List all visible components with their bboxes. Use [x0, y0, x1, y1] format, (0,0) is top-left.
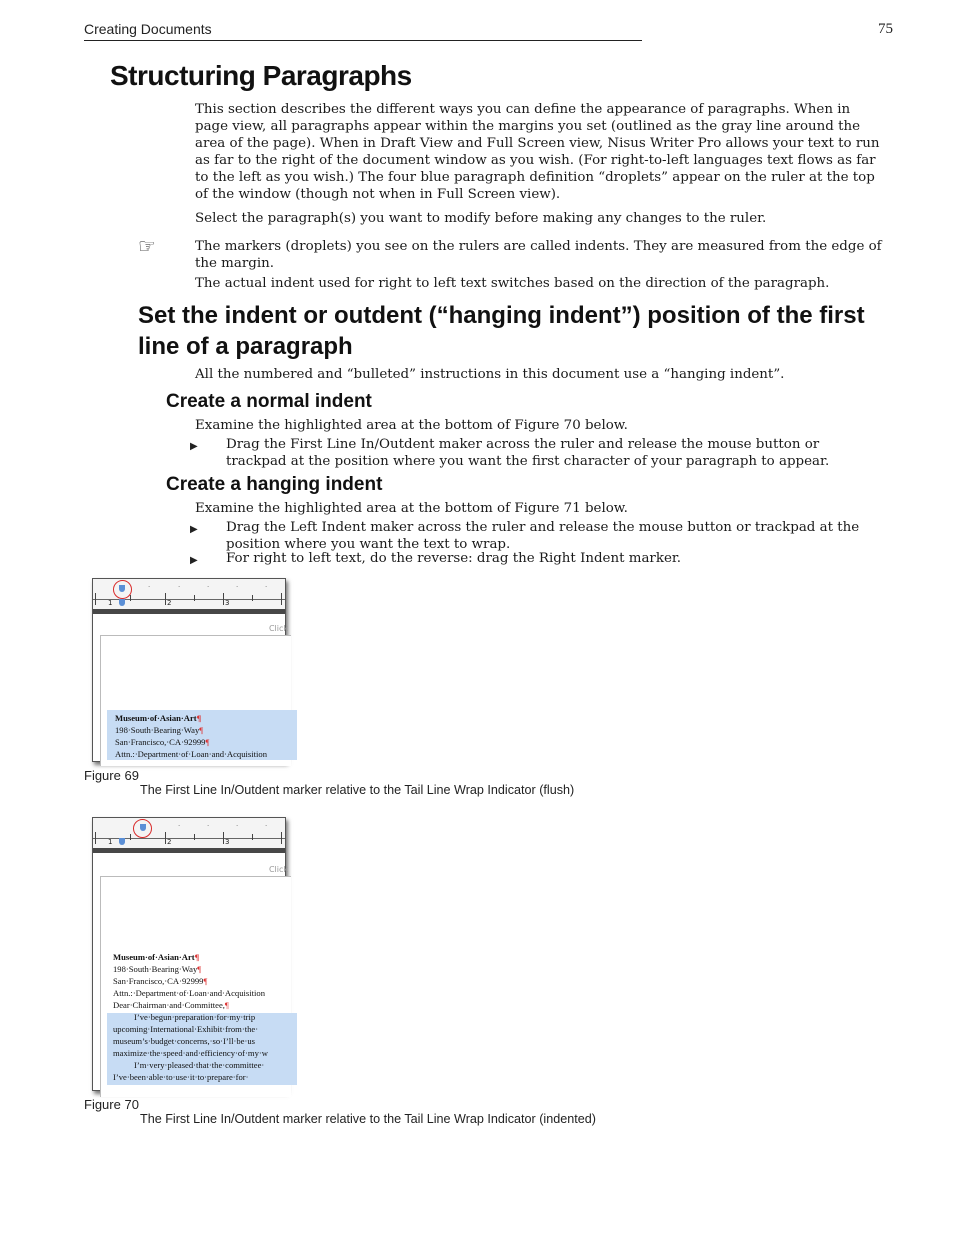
- left-indent-marker[interactable]: [119, 838, 125, 845]
- doc-line-text: 198·South·Bearing·Way: [113, 964, 198, 974]
- ruler-tab-dot: ·: [178, 822, 181, 830]
- ruler-tab-dot: ·: [265, 583, 268, 591]
- figure-number: Figure 70: [84, 1097, 139, 1112]
- pilcrow-icon: ¶: [196, 713, 202, 723]
- subsection-heading-normal-indent: Create a normal indent: [166, 391, 372, 412]
- doc-line: [113, 987, 293, 999]
- highlight-circle: [113, 580, 132, 599]
- note-text: The markers (droplets) you see on the rulers are called indents. They are measured from the edge of the margin.: [195, 239, 882, 271]
- pilcrow-icon: ¶: [199, 725, 204, 735]
- section-heading: Set the indent or outdent (“hanging indent”) position of the first line of a paragraph: [138, 302, 865, 360]
- ruler-tab-dot: ·: [265, 822, 268, 830]
- doc-line: [113, 1071, 293, 1083]
- ruler-tick: [223, 593, 224, 605]
- note-text: The actual indent used for right to left text switches based on the direction of the paragraph.: [195, 276, 830, 291]
- doc-line-text: Museum·of·Asian·Art: [113, 952, 195, 962]
- ruler-tab-dot: ·: [236, 583, 239, 591]
- figure-70-screenshot: [92, 817, 286, 1091]
- doc-line: [113, 999, 293, 1011]
- click-label: Click: [268, 624, 288, 633]
- doc-line-text: I’m·very·pleased·that·the·committee·: [134, 1060, 265, 1070]
- doc-line: [113, 951, 293, 963]
- doc-line-text: I’ve·begun·preparation·for·my·trip: [134, 1012, 256, 1022]
- figure-caption: The First Line In/Outdent marker relative to the Tail Line Wrap Indicator (indented): [140, 1112, 596, 1126]
- ruler-tick: [223, 832, 224, 844]
- doc-line-text: upcoming·International·Exhibit·from·the·: [113, 1024, 259, 1034]
- doc-line-text: Attn.:·Department·of·Loan·and·Acquisition: [115, 749, 268, 759]
- click-label: Click: [268, 865, 288, 874]
- doc-line-text: I’ve·been·able·to·use·it·to·prepare·for·: [113, 1072, 249, 1082]
- subsection-text: Examine the highlighted area at the bottom of Figure 70 below.: [195, 418, 628, 433]
- doc-line: [115, 736, 295, 748]
- doc-line-text: Attn.:·Department·of·Loan·and·Acquisition: [113, 988, 266, 998]
- document-page: [100, 865, 291, 1097]
- page-title: Structuring Paragraphs: [110, 60, 412, 91]
- left-indent-marker[interactable]: [119, 599, 125, 606]
- figure-number: Figure 69: [84, 768, 139, 783]
- pilcrow-icon: ¶: [197, 964, 202, 974]
- ruler-tick: [130, 595, 131, 601]
- ruler-label: 3: [225, 838, 230, 846]
- bullet-icon: ▶: [190, 441, 198, 452]
- ruler-tab-dot: ·: [207, 822, 210, 830]
- bullet-icon: ▶: [190, 524, 198, 535]
- ruler-tick: [165, 832, 166, 844]
- subsection-heading-hanging-indent: Create a hanging indent: [166, 474, 383, 495]
- doc-line-text: Dear·Chairman·and·Committee,: [113, 1000, 225, 1010]
- ruler-tick: [281, 593, 282, 605]
- ruler-tick: [130, 834, 131, 840]
- figure-69-screenshot: [92, 578, 286, 762]
- doc-line: [115, 724, 295, 736]
- list-item: Drag the First Line In/Outdent maker across the ruler and release the mouse button or trackpad at the position where you want the first character of your paragraph to appear.: [226, 437, 830, 469]
- running-header: Creating Documents: [84, 21, 212, 37]
- doc-line: [113, 1035, 293, 1047]
- section-intro: All the numbered and “bulleted” instructions in this document use a “hanging indent”.: [195, 367, 785, 382]
- ruler-divider: [93, 609, 285, 614]
- ruler-label: 3: [225, 599, 230, 607]
- ruler-tick: [95, 832, 96, 844]
- doc-line-text: Museum·of·Asian·Art: [115, 713, 197, 723]
- ruler-label: 2: [167, 599, 172, 607]
- ruler-tick: [194, 834, 195, 840]
- ruler-tab-dot: ·: [178, 583, 181, 591]
- doc-line: [113, 963, 293, 975]
- ruler-label: 1: [108, 599, 113, 607]
- ruler-tick: [281, 832, 282, 844]
- doc-line: [113, 1047, 293, 1059]
- pilcrow-icon: ¶: [205, 737, 210, 747]
- doc-line: [134, 1059, 314, 1071]
- ruler-tick: [252, 834, 253, 840]
- subsection-text: Examine the highlighted area at the bottom of Figure 71 below.: [195, 501, 628, 516]
- pointing-hand-icon: ☞: [138, 234, 156, 258]
- ruler: [93, 579, 285, 610]
- ruler-tick: [95, 593, 96, 605]
- ruler-tab-dot: ·: [148, 583, 151, 591]
- ruler-tab-dot: ·: [236, 822, 239, 830]
- bullet-icon: ▶: [190, 555, 198, 566]
- doc-line-text: San·Francisco,·CA·92999: [115, 737, 206, 747]
- doc-line: [115, 748, 295, 760]
- figure-caption: The First Line In/Outdent marker relative to the Tail Line Wrap Indicator (flush): [140, 783, 575, 797]
- pilcrow-icon: ¶: [194, 952, 200, 962]
- pilcrow-icon: ¶: [224, 1000, 229, 1010]
- doc-line-text: 198·South·Bearing·Way: [115, 725, 200, 735]
- doc-line-text: maximize·the·speed·and·efficiency·of·my·w: [113, 1048, 268, 1058]
- pilcrow-icon: ¶: [203, 976, 208, 986]
- select-paragraph-note: Select the paragraph(s) you want to modify before making any changes to the ruler.: [195, 211, 767, 226]
- ruler-label: 1: [108, 838, 113, 846]
- doc-line: [113, 1023, 293, 1035]
- document-page: [100, 624, 291, 766]
- list-item: For right to left text, do the reverse: drag the Right Indent marker.: [226, 551, 682, 566]
- ruler-tick: [252, 595, 253, 601]
- doc-line: [113, 975, 293, 987]
- ruler-tick: [194, 595, 195, 601]
- ruler-divider: [93, 848, 285, 853]
- ruler-tick: [165, 593, 166, 605]
- ruler-tab-dot: ·: [207, 583, 210, 591]
- doc-line: [115, 712, 295, 724]
- intro-paragraph: This section describes the different ways you can define the appearance of paragraphs. When in page view, all paragraphs appear within the margins you set (outlined as the gray line around the area of the page). When in Draft View and Full Screen view, Nisus Writer Pro allows your text to run as far to the right of the document window as you wish. (For right-to-left languages text flows as far to the left as you wish.) The four blue paragraph definition “droplets” appear on the ruler at the top of the window (though not when in Full Screen view).: [195, 102, 880, 202]
- ruler: [93, 818, 285, 849]
- ruler-label: 2: [167, 838, 172, 846]
- doc-line-text: San·Francisco,·CA·92999: [113, 976, 204, 986]
- header-rule: [84, 40, 642, 41]
- list-item: Drag the Left Indent maker across the ruler and release the mouse button or trackpad at the position where you want the text to wrap.: [226, 520, 860, 552]
- doc-line: [134, 1011, 314, 1023]
- highlight-circle: [133, 819, 152, 838]
- doc-line-text: museum’s·budget·concerns,·so·I’ll·be·us: [113, 1036, 255, 1046]
- page-number: 75: [878, 21, 893, 37]
